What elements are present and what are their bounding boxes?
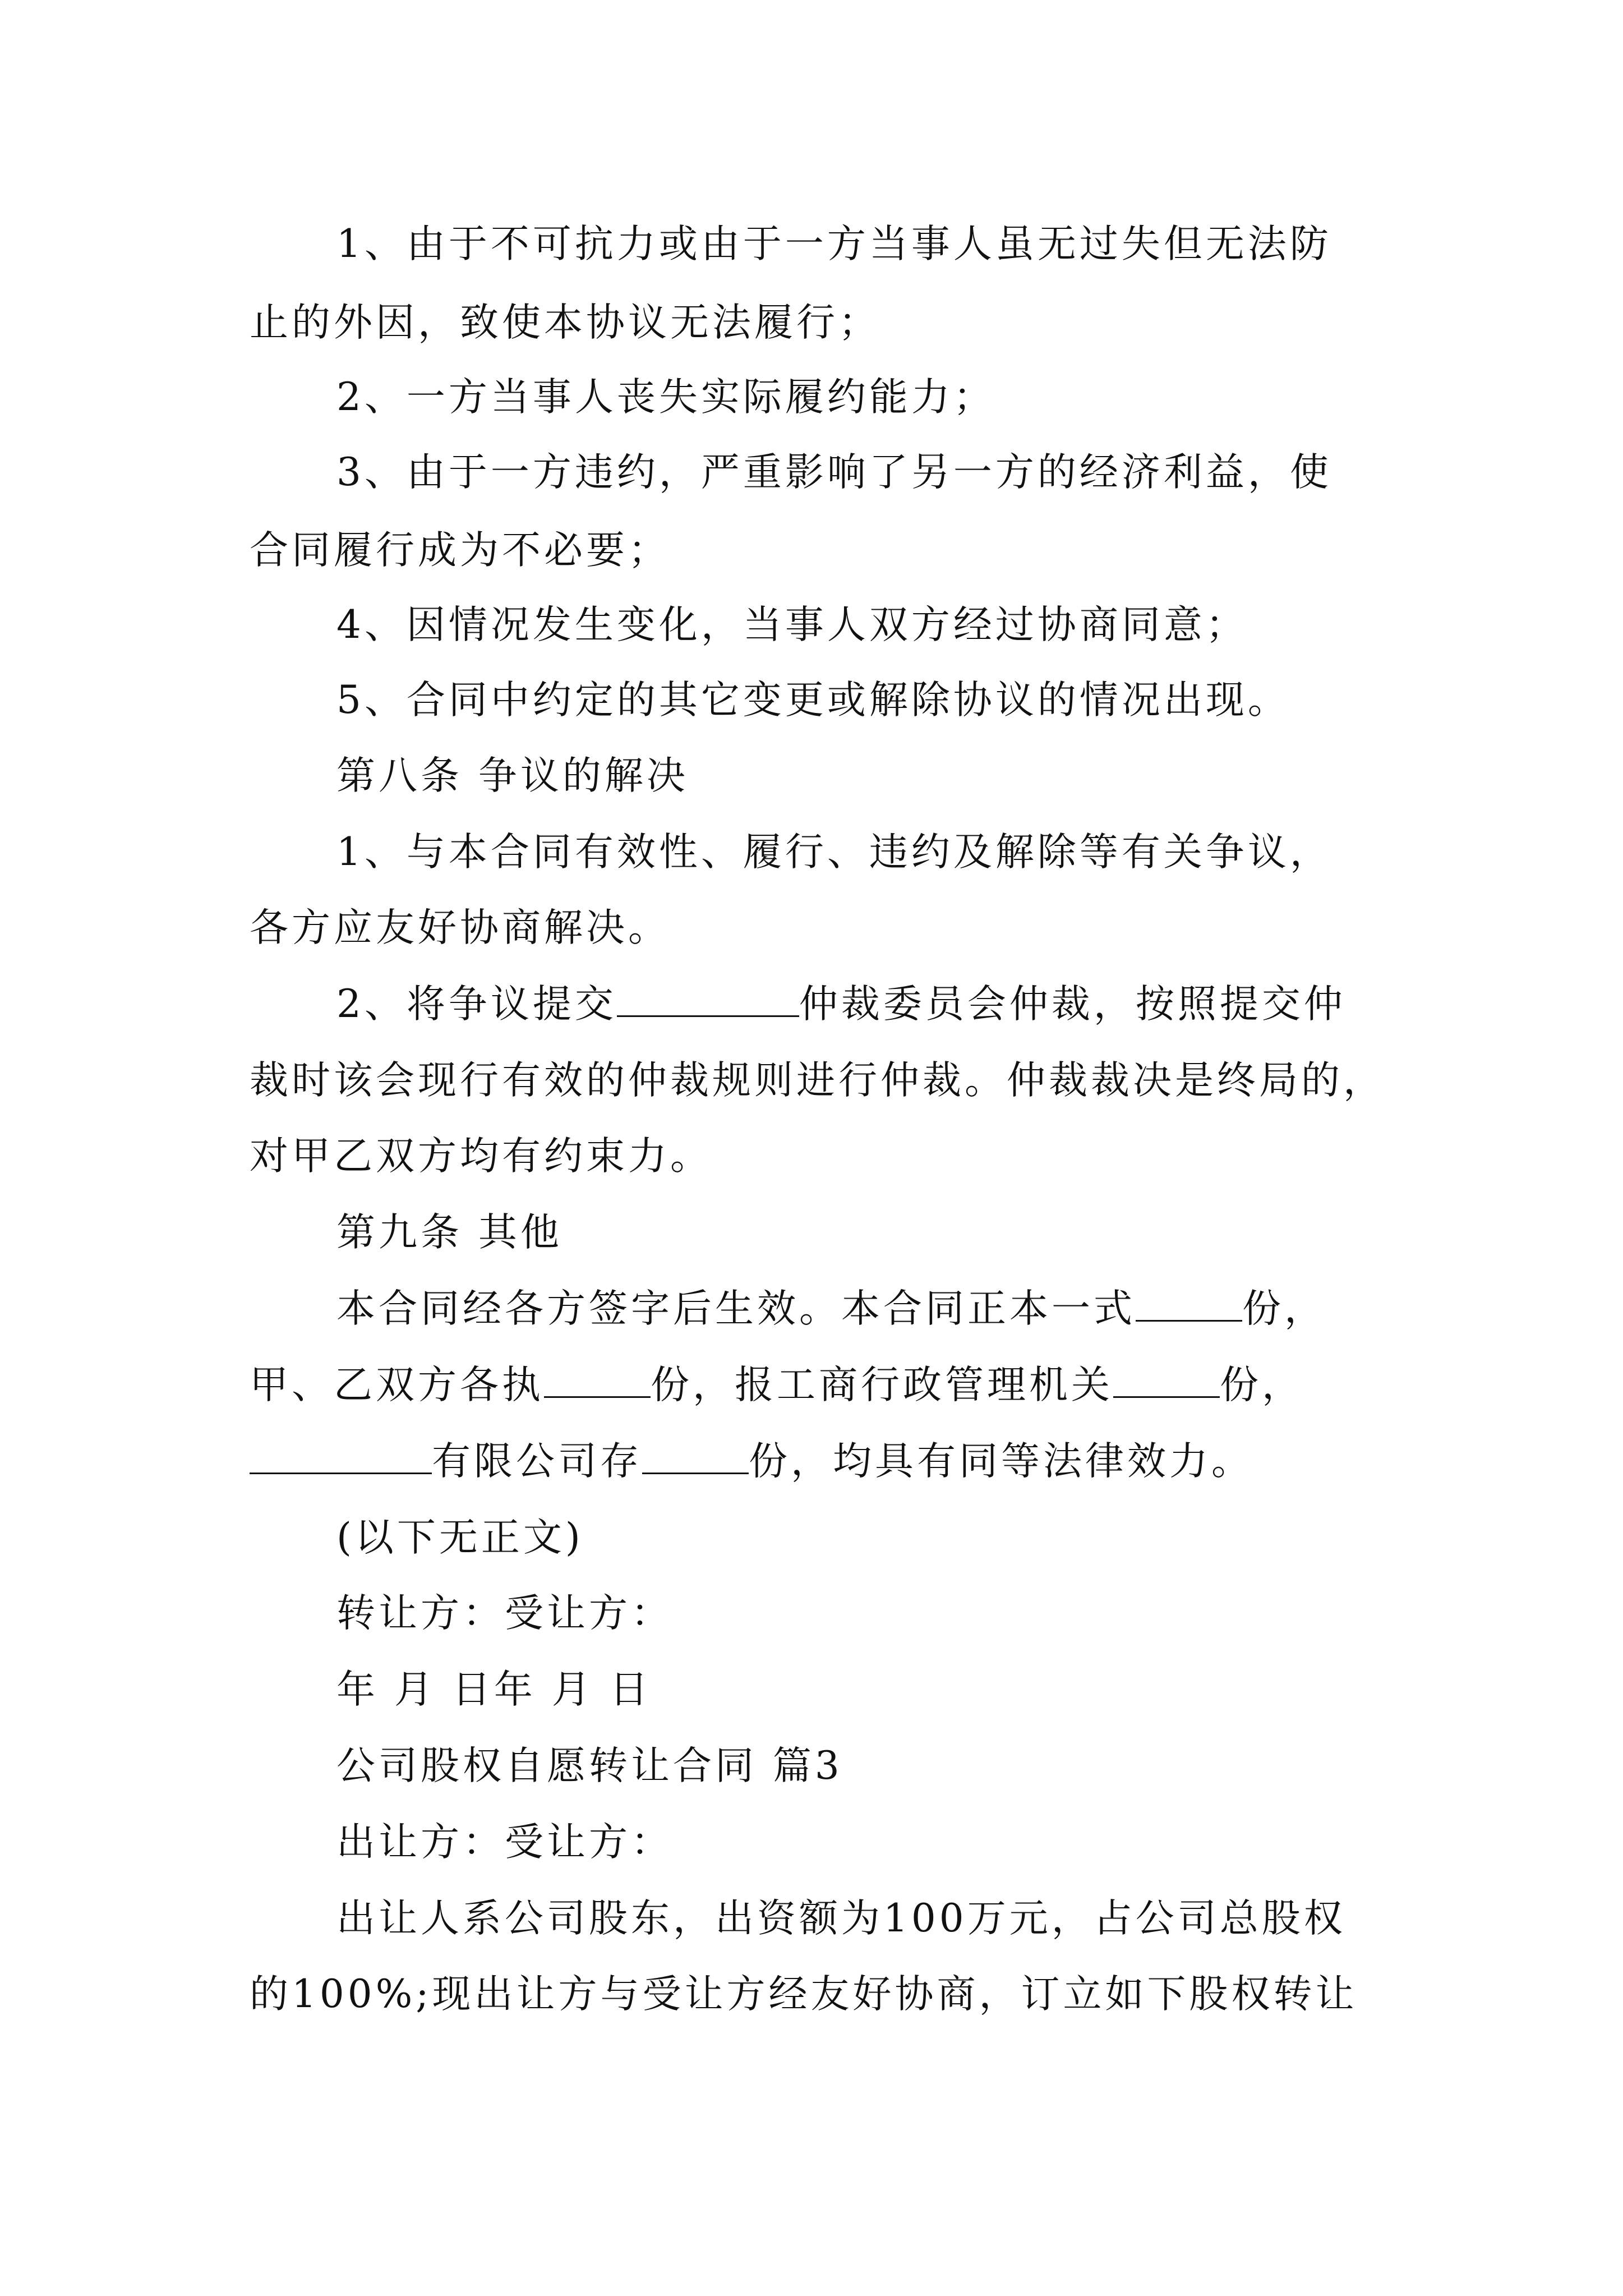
text: 4、因情况发生变化，当事人双方经过协商同意； <box>336 602 1248 647</box>
text: 份，报工商行政管理机关 <box>651 1363 1113 1407</box>
text-line <box>250 1052 1385 1108</box>
text: 有限公司存 <box>432 1439 642 1484</box>
text-line <box>336 597 1248 653</box>
section-heading <box>336 748 689 804</box>
text: 1、与本合同有效性、履行、违约及解除等有关争议， <box>336 830 1332 875</box>
text-line <box>250 1433 1253 1489</box>
blank-field <box>1136 1284 1242 1322</box>
text: 裁时该会现行有效的仲裁规则进行仲裁。仲裁裁决是终局的， <box>250 1058 1385 1103</box>
text-line <box>336 444 1332 500</box>
text: 甲、乙双方各执 <box>250 1363 544 1407</box>
text: 各方应友好协商解决。 <box>250 905 670 950</box>
text: 1、由于不可抗力或由于一方当事人虽无过失但无法防 <box>336 222 1332 266</box>
text: 转让方：受让方： <box>336 1591 673 1636</box>
blank-field <box>544 1360 651 1398</box>
blank-field <box>617 979 799 1017</box>
text: 出让方：受让方： <box>336 1820 673 1865</box>
text-line <box>250 900 670 956</box>
text: 份， <box>1220 1363 1304 1407</box>
text-line <box>250 1966 1358 2022</box>
text: 的100%;现出让方与受让方经友好协商，订立如下股权转让 <box>250 1972 1358 2017</box>
text: 本合同经各方签字后生效。本合同正本一式 <box>336 1286 1136 1331</box>
text-line <box>336 1510 584 1566</box>
text: 第八条 争议的解决 <box>336 753 689 798</box>
text-line <box>336 1890 1346 1947</box>
text: 仲裁委员会仲裁，按照提交仲 <box>799 982 1346 1027</box>
blank-field <box>642 1437 749 1474</box>
text-line <box>250 1128 712 1184</box>
text-line <box>336 369 995 425</box>
document-title <box>336 1738 843 1794</box>
text: 2、一方当事人丧失实际履约能力； <box>336 375 995 420</box>
text: 出让人系公司股东，出资额为100万元，占公司总股权 <box>336 1896 1346 1941</box>
text-line <box>336 216 1332 272</box>
section-heading <box>336 1204 562 1260</box>
text: 2、将争议提交 <box>336 982 617 1027</box>
text: 3、由于一方违约，严重影响了另一方的经济利益，使 <box>336 450 1332 495</box>
text: 第九条 其他 <box>336 1210 562 1255</box>
text: 公司股权自愿转让合同 篇3 <box>336 1743 843 1788</box>
text: 份，均具有同等法律效力。 <box>749 1439 1253 1484</box>
text: 年 月 日年 月 日 <box>336 1667 652 1712</box>
text: 对甲乙双方均有约束力。 <box>250 1134 712 1179</box>
text: (以下无正文) <box>336 1515 584 1560</box>
text-line <box>250 522 670 578</box>
text-line <box>250 1357 1304 1413</box>
text: 止的外因，致使本协议无法履行； <box>250 300 880 345</box>
text-line <box>336 976 1346 1032</box>
text-line <box>336 824 1332 880</box>
blank-field <box>1113 1360 1220 1398</box>
text-line <box>250 295 880 351</box>
text: 份， <box>1242 1286 1326 1331</box>
text-line <box>336 1281 1326 1337</box>
text-line <box>336 1585 673 1641</box>
text-line <box>336 1814 673 1870</box>
text: 5、合同中约定的其它变更或解除协议的情况出现。 <box>336 678 1290 723</box>
text-line <box>336 672 1290 728</box>
text: 合同履行成为不必要； <box>250 528 670 573</box>
blank-field <box>250 1437 432 1474</box>
text-line <box>336 1662 652 1718</box>
